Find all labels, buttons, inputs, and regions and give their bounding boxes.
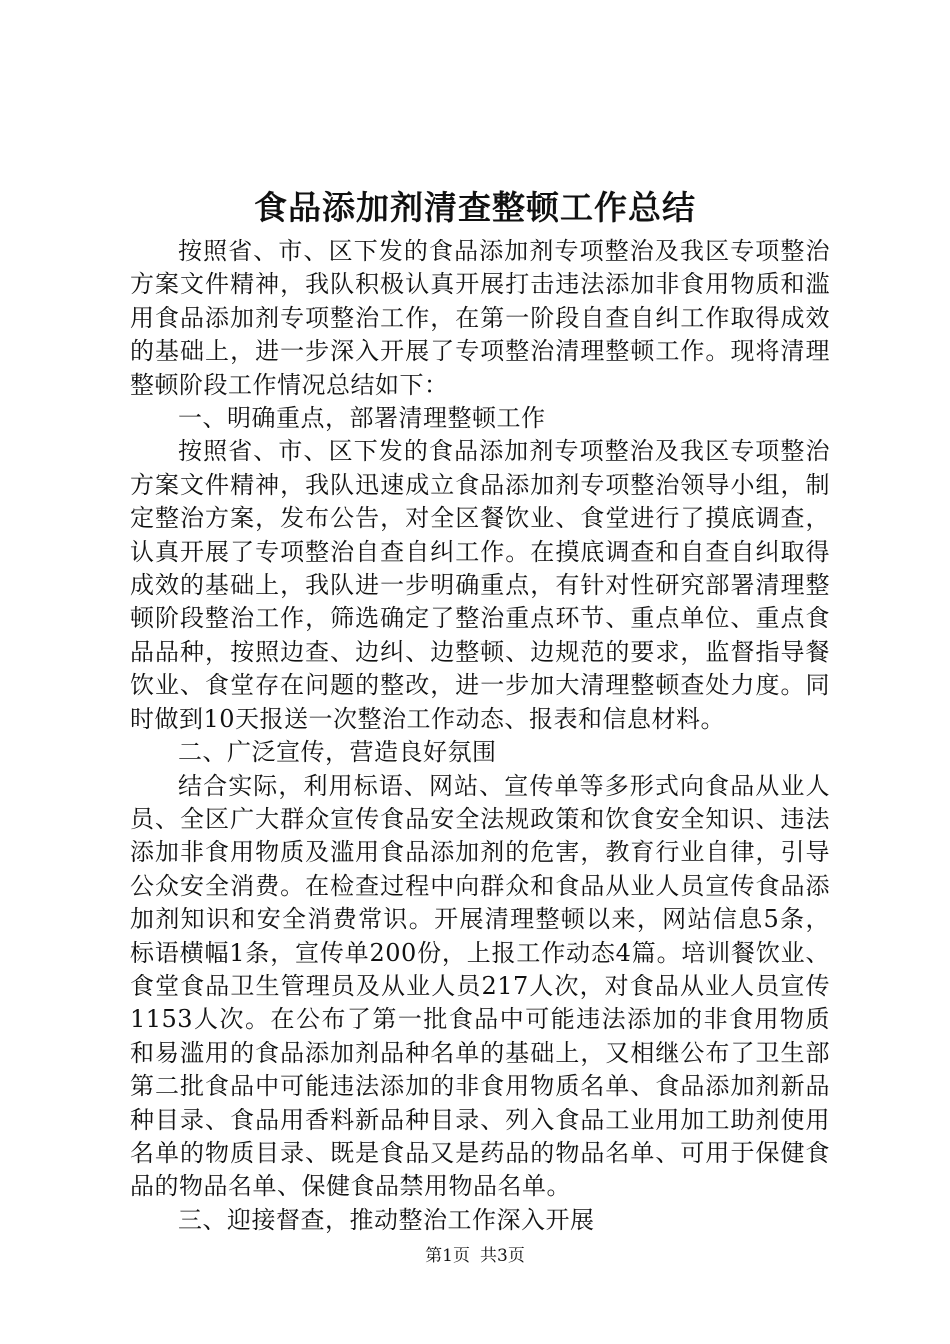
section-heading-2: 二、广泛宣传，营造良好氛围 [178, 738, 497, 767]
section-paragraph-1: 按照省、市、区下发的食品添加剂专项整治及我区专项整治方案文件精神，我队迅速成立食品添加剂专项整治领导小组，制定整治方案，发布公告，对全区餐饮业、食堂进行了摸底调查，认真开展了专项整治自查自纠工作。在摸底调查和自查自纠取得成效的基础上，我队进一步明确重点，有针对性研究部署清理整顿阶段整治工作，筛选确定了整治重点环节、重点单位、重点食品品种，按照边查、边纠、边整顿、边规范的要求，监督指导餐饮业、食堂存在问题的整改，进一步加大清理整顿查处力度。同时做到10天报送一次整治工作动态、报表和信息材料。 [130, 437, 830, 733]
page-footer [0, 1244, 950, 1268]
section-heading-1: 一、明确重点，部署清理整顿工作 [178, 404, 546, 433]
document-body [130, 235, 830, 1237]
section-paragraph-2: 结合实际，利用标语、网站、宣传单等多形式向食品从业人员、全区广大群众宣传食品安全法规政策和饮食安全知识、违法添加非食用物质及滥用食品添加剂的危害，教育行业自律，引导公众安全消费。在检查过程中向群众和食品从业人员宣传食品添加剂知识和安全消费常识。开展清理整顿以来，网站信息5条，标语横幅1条，宣传单200份，上报工作动态4篇。培训餐饮业、食堂食品卫生管理员及从业人员217人次，对食品从业人员宣传1153人次。在公布了第一批食品中可能违法添加的非食用物质和易滥用的食品添加剂品种名单的基础上，又相继公布了卫生部第二批食品中可能违法添加的非食用物质名单、食品添加剂新品种目录、食品用香料新品种目录、列入食品工业用加工助剂使用名单的物质目录、既是食品又是药品的物品名单、可用于保健食品的物品名单、保健食品禁用物品名单。 [130, 771, 830, 1201]
section-heading-3: 三、迎接督查，推动整治工作深入开展 [178, 1205, 595, 1234]
page-number: 第1页 [425, 1246, 470, 1266]
intro-paragraph: 按照省、市、区下发的食品添加剂专项整治及我区专项整治方案文件精神，我队积极认真开展打击违法添加非食用物质和滥用食品添加剂专项整治工作，在第一阶段自查自纠工作取得成效的基础上，进一步深入开展了专项整治清理整顿工作。现将清理整顿阶段工作情况总结如下： [130, 237, 830, 399]
document-title: 食品添加剂清查整顿工作总结 [254, 188, 696, 227]
page-total: 共3页 [480, 1246, 525, 1266]
